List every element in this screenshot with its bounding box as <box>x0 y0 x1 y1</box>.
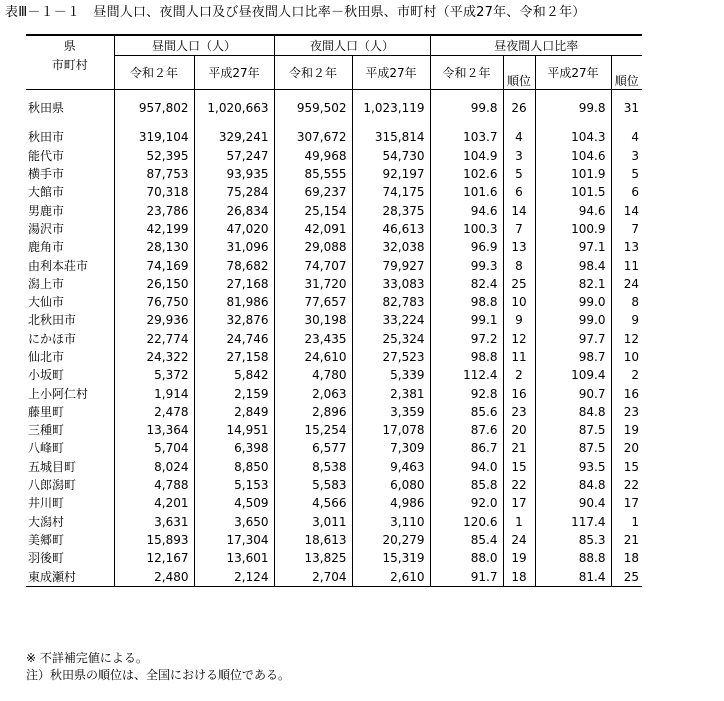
ratio-r2-cell: 91.7 <box>430 567 503 586</box>
row-name: 羽後町 <box>26 549 114 567</box>
ratio-h27-cell: 81.4 <box>535 567 611 586</box>
night-r2-cell: 69,237 <box>274 183 352 201</box>
ratio-r2-header: 令和２年 <box>430 56 503 90</box>
night-r2-cell: 5,583 <box>274 476 352 494</box>
day-r2-cell: 13,364 <box>114 421 194 439</box>
ratio-h27-cell: 93.5 <box>578 459 606 474</box>
rank-r2-cell: 24 <box>503 531 535 549</box>
table-row <box>26 275 642 293</box>
day-h27-cell: 4,509 <box>194 494 274 512</box>
day-pop-header: 昼間人口（人） <box>114 35 274 56</box>
ratio-r2-cell: 104.9 <box>463 148 498 163</box>
row-name: にかほ市 <box>26 330 114 348</box>
night-r2-cell: 8,538 <box>274 458 352 476</box>
row-name: 横手市 <box>26 165 114 183</box>
ratio-r2-cell: 94.0 <box>470 459 498 474</box>
night-h27-cell: 46,613 <box>352 220 430 238</box>
table-row <box>26 256 642 274</box>
night-r2-cell: 3,011 <box>274 513 352 531</box>
night-r2-cell: 15,254 <box>274 421 352 439</box>
night-r2-cell: 2,896 <box>274 403 352 421</box>
row-name: 由利本荘市 <box>26 256 114 274</box>
day-r2-cell: 8,024 <box>114 458 194 476</box>
row-name: 湯沢市 <box>26 220 114 238</box>
rank-h27-header: 順位 <box>611 56 642 90</box>
night-h27-cell: 28,375 <box>352 201 430 219</box>
rank-r2-cell: 5 <box>503 165 535 183</box>
day-h27-cell: 5,842 <box>194 366 274 384</box>
night-h27-cell: 2,610 <box>352 567 430 586</box>
night-h27-cell: 1,023,119 <box>352 99 430 117</box>
row-name: 秋田県 <box>26 99 114 117</box>
ratio-h27-cell: 109.4 <box>571 368 606 383</box>
night-r2-cell: 4,780 <box>274 366 352 384</box>
day-h27-cell: 31,096 <box>194 238 274 256</box>
row-name: 五城目町 <box>26 458 114 476</box>
night-h27-cell: 5,339 <box>352 366 430 384</box>
rank-h27-cell: 12 <box>611 330 642 348</box>
rank-h27-cell: 4 <box>611 128 642 146</box>
rank-h27-cell: 23 <box>611 403 642 421</box>
rank-h27-cell: 25 <box>611 567 642 586</box>
rank-r2-cell: 11 <box>503 348 535 366</box>
night-r2-cell: 25,154 <box>274 201 352 219</box>
row-name: 大潟村 <box>26 513 114 531</box>
notes <box>26 650 290 684</box>
rank-r2-cell: 6 <box>503 183 535 201</box>
ratio-header: 昼夜間人口比率 <box>430 35 642 56</box>
ratio-h27-cell: 82.1 <box>578 276 606 291</box>
day-r2-cell: 3,631 <box>114 513 194 531</box>
row-name: 潟上市 <box>26 275 114 293</box>
row-name: 井川町 <box>26 494 114 512</box>
rank-r2-cell: 22 <box>503 476 535 494</box>
night-h27-cell: 7,309 <box>352 439 430 457</box>
night-r2-cell: 77,657 <box>274 293 352 311</box>
row-name: 能代市 <box>26 147 114 165</box>
row-name: 秋田市 <box>26 128 114 146</box>
ratio-r2-cell: 103.7 <box>463 130 498 145</box>
rank-r2-cell: 20 <box>503 421 535 439</box>
day-h27-cell: 3,650 <box>194 513 274 531</box>
night-h27-cell: 6,080 <box>352 476 430 494</box>
day-h27-cell: 78,682 <box>194 256 274 274</box>
ratio-h27-cell: 100.9 <box>571 221 606 236</box>
day-h27-cell: 27,158 <box>194 348 274 366</box>
rank-h27-cell: 3 <box>611 147 642 165</box>
night-h27-cell: 2,381 <box>352 384 430 402</box>
rank-r2-cell: 8 <box>503 256 535 274</box>
rank-r2-cell: 16 <box>503 384 535 402</box>
ratio-h27-cell: 90.4 <box>578 496 606 511</box>
day-r2-cell: 4,201 <box>114 494 194 512</box>
day-h27-header: 平成27年 <box>194 56 274 90</box>
ratio-r2-cell: 99.8 <box>470 101 498 116</box>
row-name: 八郎潟町 <box>26 476 114 494</box>
day-r2-cell: 76,750 <box>114 293 194 311</box>
ratio-r2-cell: 94.6 <box>470 203 498 218</box>
night-h27-cell: 92,197 <box>352 165 430 183</box>
day-r2-cell: 42,199 <box>114 220 194 238</box>
day-h27-cell: 32,876 <box>194 311 274 329</box>
table-row <box>26 403 642 421</box>
night-h27-cell: 3,110 <box>352 513 430 531</box>
day-r2-cell: 15,893 <box>114 531 194 549</box>
row-name: 北秋田市 <box>26 311 114 329</box>
table-row <box>26 201 642 219</box>
night-r2-cell: 85,555 <box>274 165 352 183</box>
ratio-h27-cell: 90.7 <box>578 386 606 401</box>
day-h27-cell: 8,850 <box>194 458 274 476</box>
rank-h27-cell: 5 <box>611 165 642 183</box>
ratio-h27-header: 平成27年 <box>535 56 611 90</box>
day-r2-cell: 26,150 <box>114 275 194 293</box>
night-h27-header: 平成27年 <box>352 56 430 90</box>
area-header-top: 県 <box>26 35 114 56</box>
row-name: 鹿角市 <box>26 238 114 256</box>
table-row <box>26 128 642 146</box>
rank-h27-cell: 8 <box>611 293 642 311</box>
ratio-r2-cell: 97.2 <box>470 331 498 346</box>
night-r2-cell: 307,672 <box>274 128 352 146</box>
rank-r2-cell: 7 <box>503 220 535 238</box>
row-name: 美郷町 <box>26 531 114 549</box>
row-name: 仙北市 <box>26 348 114 366</box>
rank-h27-cell: 7 <box>611 220 642 238</box>
day-h27-cell: 2,849 <box>194 403 274 421</box>
rank-r2-cell: 21 <box>503 439 535 457</box>
ratio-h27-cell: 97.7 <box>578 331 606 346</box>
day-h27-cell: 14,951 <box>194 421 274 439</box>
night-r2-cell: 49,968 <box>274 147 352 165</box>
ratio-r2-cell: 112.4 <box>463 368 498 383</box>
rank-h27-cell: 18 <box>611 549 642 567</box>
table-row <box>26 330 642 348</box>
row-name: 大仙市 <box>26 293 114 311</box>
rank-h27-cell: 11 <box>611 256 642 274</box>
day-h27-cell: 47,020 <box>194 220 274 238</box>
night-h27-cell: 79,927 <box>352 256 430 274</box>
night-pop-header: 夜間人口（人） <box>274 35 430 56</box>
rank-r2-cell: 1 <box>503 513 535 531</box>
ratio-h27-cell: 87.5 <box>578 441 606 456</box>
night-h27-cell: 25,324 <box>352 330 430 348</box>
ratio-r2-cell: 85.4 <box>470 532 498 547</box>
night-h27-cell: 33,224 <box>352 311 430 329</box>
ratio-h27-cell: 97.1 <box>578 240 606 255</box>
row-name: 八峰町 <box>26 439 114 457</box>
rank-r2-cell: 10 <box>503 293 535 311</box>
night-r2-cell: 29,088 <box>274 238 352 256</box>
night-h27-cell: 74,175 <box>352 183 430 201</box>
table-row <box>26 366 642 384</box>
day-h27-cell: 13,601 <box>194 549 274 567</box>
rank-r2-cell: 9 <box>503 311 535 329</box>
rank-r2-cell: 18 <box>503 567 535 586</box>
rank-h27-cell: 1 <box>611 513 642 531</box>
night-h27-cell: 9,463 <box>352 458 430 476</box>
night-h27-cell: 20,279 <box>352 531 430 549</box>
day-r2-cell: 4,788 <box>114 476 194 494</box>
ratio-r2-cell: 96.9 <box>470 240 498 255</box>
day-r2-cell: 957,802 <box>114 99 194 117</box>
ratio-r2-cell: 85.8 <box>470 478 498 493</box>
night-r2-cell: 18,613 <box>274 531 352 549</box>
table-row <box>26 549 642 567</box>
day-r2-cell: 24,322 <box>114 348 194 366</box>
ratio-h27-cell: 104.3 <box>571 130 606 145</box>
day-r2-header: 令和２年 <box>114 56 194 90</box>
night-h27-cell: 3,359 <box>352 403 430 421</box>
note-rank: 注）秋田県の順位は、全国における順位である。 <box>26 668 291 682</box>
day-r2-cell: 2,480 <box>114 567 194 586</box>
table-row <box>26 439 642 457</box>
ratio-h27-cell: 99.8 <box>578 101 606 116</box>
day-r2-cell: 28,130 <box>114 238 194 256</box>
day-r2-cell: 23,786 <box>114 201 194 219</box>
rank-h27-cell: 10 <box>611 348 642 366</box>
day-h27-cell: 57,247 <box>194 147 274 165</box>
night-r2-cell: 42,091 <box>274 220 352 238</box>
table-row <box>26 458 642 476</box>
ratio-r2-cell: 120.6 <box>463 514 498 529</box>
night-r2-cell: 23,435 <box>274 330 352 348</box>
day-r2-cell: 74,169 <box>114 256 194 274</box>
ratio-h27-cell: 98.7 <box>578 350 606 364</box>
night-h27-cell: 4,986 <box>352 494 430 512</box>
day-r2-cell: 70,318 <box>114 183 194 201</box>
night-r2-cell: 31,720 <box>274 275 352 293</box>
night-r2-cell: 959,502 <box>274 99 352 117</box>
ratio-h27-cell: 98.4 <box>578 258 606 273</box>
rank-r2-cell: 4 <box>503 128 535 146</box>
rank-h27-cell: 14 <box>611 201 642 219</box>
day-r2-cell: 87,753 <box>114 165 194 183</box>
rank-h27-cell: 17 <box>611 494 642 512</box>
ratio-h27-cell: 84.8 <box>578 478 606 493</box>
rank-h27-cell: 19 <box>611 421 642 439</box>
night-r2-cell: 6,577 <box>274 439 352 457</box>
rank-h27-cell: 9 <box>611 311 642 329</box>
table-row <box>26 147 642 165</box>
day-h27-cell: 75,284 <box>194 183 274 201</box>
ratio-r2-cell: 92.0 <box>470 496 498 511</box>
table-row <box>26 531 642 549</box>
day-r2-cell: 52,395 <box>114 147 194 165</box>
ratio-h27-cell: 101.9 <box>571 167 606 182</box>
row-name: 藤里町 <box>26 403 114 421</box>
day-r2-cell: 5,372 <box>114 366 194 384</box>
population-table <box>26 34 642 587</box>
ratio-h27-cell: 84.8 <box>578 404 606 419</box>
rank-h27-cell: 15 <box>611 458 642 476</box>
rank-r2-cell: 2 <box>503 366 535 384</box>
ratio-h27-cell: 94.6 <box>578 203 606 218</box>
row-name: 上小阿仁村 <box>26 384 114 402</box>
day-h27-cell: 81,986 <box>194 293 274 311</box>
table-row <box>26 183 642 201</box>
day-h27-cell: 17,304 <box>194 531 274 549</box>
day-h27-cell: 329,241 <box>194 128 274 146</box>
rank-h27-cell: 22 <box>611 476 642 494</box>
ratio-r2-cell: 98.8 <box>470 295 498 310</box>
ratio-h27-cell: 99.0 <box>578 313 606 328</box>
night-r2-cell: 13,825 <box>274 549 352 567</box>
day-h27-cell: 5,153 <box>194 476 274 494</box>
night-r2-cell: 2,704 <box>274 567 352 586</box>
ratio-h27-cell: 87.5 <box>578 423 606 438</box>
rank-r2-cell: 25 <box>503 275 535 293</box>
rank-r2-cell: 3 <box>503 147 535 165</box>
rank-h27-cell: 20 <box>611 439 642 457</box>
night-r2-cell: 2,063 <box>274 384 352 402</box>
rank-h27-cell: 16 <box>611 384 642 402</box>
table-row <box>26 494 642 512</box>
night-r2-cell: 74,707 <box>274 256 352 274</box>
rank-r2-cell: 17 <box>503 494 535 512</box>
ratio-r2-cell: 82.4 <box>470 276 498 291</box>
ratio-r2-cell: 85.6 <box>470 404 498 419</box>
area-header-bottom: 市町村 <box>26 56 114 90</box>
rank-r2-cell: 12 <box>503 330 535 348</box>
ratio-h27-cell: 104.6 <box>571 148 606 163</box>
ratio-r2-cell: 92.8 <box>470 386 498 401</box>
night-h27-cell: 82,783 <box>352 293 430 311</box>
day-r2-cell: 12,167 <box>114 549 194 567</box>
rank-h27-cell: 13 <box>611 238 642 256</box>
row-name: 小坂町 <box>26 366 114 384</box>
rank-r2-cell: 13 <box>503 238 535 256</box>
table-row <box>26 293 642 311</box>
table-row <box>26 238 642 256</box>
day-h27-cell: 93,935 <box>194 165 274 183</box>
night-h27-cell: 54,730 <box>352 147 430 165</box>
note-supplement: ※ 不詳補完値による。 <box>26 651 148 665</box>
rank-h27-cell: 21 <box>611 531 642 549</box>
day-r2-cell: 5,704 <box>114 439 194 457</box>
ratio-r2-cell: 88.0 <box>470 551 498 566</box>
day-h27-cell: 1,020,663 <box>194 99 274 117</box>
table-row-prefecture <box>26 99 642 117</box>
night-r2-cell: 4,566 <box>274 494 352 512</box>
ratio-r2-cell: 99.1 <box>470 313 498 328</box>
ratio-r2-cell: 99.3 <box>470 258 498 273</box>
ratio-r2-cell: 102.6 <box>463 167 498 182</box>
rank-r2-cell: 23 <box>503 403 535 421</box>
table-title: 表Ⅲ－１－１ 昼間人口、夜間人口及び昼夜間人口比率－秋田県、市町村（平成27年、令和２年） <box>5 5 586 20</box>
table-row <box>26 384 642 402</box>
rank-r2-cell: 15 <box>503 458 535 476</box>
ratio-h27-cell: 99.0 <box>578 295 606 310</box>
night-h27-cell: 27,523 <box>352 348 430 366</box>
table-row <box>26 220 642 238</box>
rank-r2-cell: 26 <box>503 99 535 117</box>
day-r2-cell: 22,774 <box>114 330 194 348</box>
night-h27-cell: 315,814 <box>352 128 430 146</box>
day-h27-cell: 2,124 <box>194 567 274 586</box>
table-row <box>26 567 642 586</box>
day-h27-cell: 26,834 <box>194 201 274 219</box>
day-r2-cell: 29,936 <box>114 311 194 329</box>
day-r2-cell: 1,914 <box>114 384 194 402</box>
ratio-r2-cell: 87.6 <box>470 423 498 438</box>
night-h27-cell: 33,083 <box>352 275 430 293</box>
ratio-r2-cell: 100.3 <box>463 221 498 236</box>
ratio-r2-cell: 86.7 <box>470 441 498 456</box>
ratio-h27-cell: 101.5 <box>571 185 606 200</box>
night-h27-cell: 32,038 <box>352 238 430 256</box>
table-row <box>26 476 642 494</box>
rank-r2-cell: 19 <box>503 549 535 567</box>
row-name: 東成瀬村 <box>26 567 114 586</box>
day-r2-cell: 319,104 <box>114 128 194 146</box>
row-name: 男鹿市 <box>26 201 114 219</box>
rank-h27-cell: 2 <box>611 366 642 384</box>
ratio-h27-cell: 117.4 <box>571 514 606 529</box>
day-r2-cell: 2,478 <box>114 403 194 421</box>
rank-h27-cell: 6 <box>611 183 642 201</box>
table-row <box>26 311 642 329</box>
rank-r2-header: 順位 <box>503 56 535 90</box>
night-r2-cell: 30,198 <box>274 311 352 329</box>
row-name: 三種町 <box>26 421 114 439</box>
rank-h27-cell: 24 <box>611 275 642 293</box>
day-h27-cell: 2,159 <box>194 384 274 402</box>
night-h27-cell: 15,319 <box>352 549 430 567</box>
rank-r2-cell: 14 <box>503 201 535 219</box>
day-h27-cell: 6,398 <box>194 439 274 457</box>
row-name: 大館市 <box>26 183 114 201</box>
table-row <box>26 513 642 531</box>
night-r2-cell: 24,610 <box>274 348 352 366</box>
ratio-r2-cell: 98.8 <box>470 350 498 364</box>
ratio-r2-cell: 101.6 <box>463 185 498 200</box>
rank-h27-cell: 31 <box>611 99 642 117</box>
night-r2-header: 令和２年 <box>274 56 352 90</box>
ratio-h27-cell: 85.3 <box>578 532 606 547</box>
table-row <box>26 421 642 439</box>
day-h27-cell: 27,168 <box>194 275 274 293</box>
table-row <box>26 348 642 366</box>
ratio-h27-cell: 88.8 <box>578 551 606 566</box>
night-h27-cell: 17,078 <box>352 421 430 439</box>
table-row <box>26 165 642 183</box>
day-h27-cell: 24,746 <box>194 330 274 348</box>
